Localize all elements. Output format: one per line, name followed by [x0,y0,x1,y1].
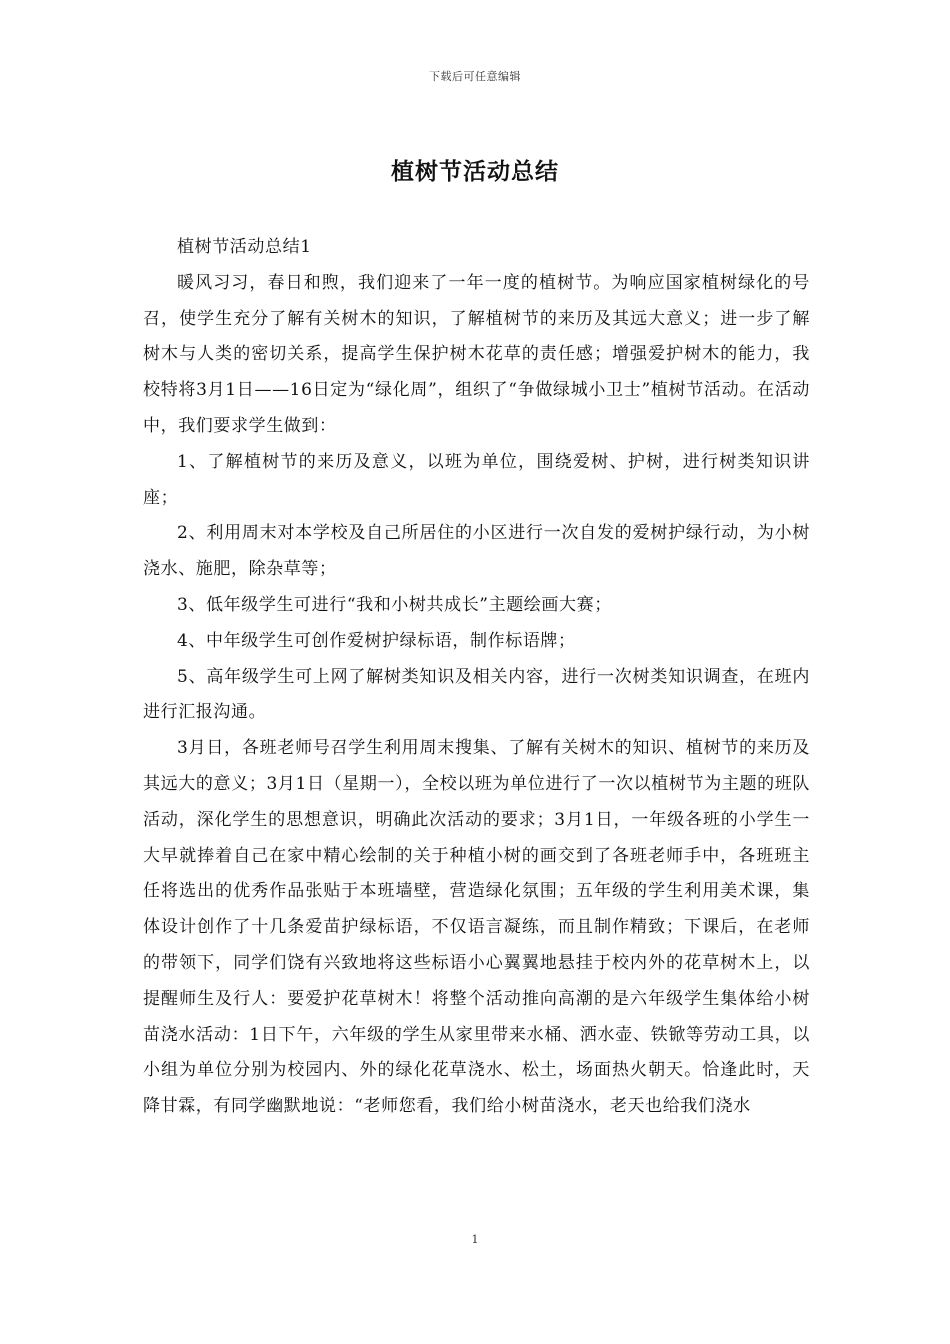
list-item: 3、低年级学生可进行“我和小树共成长”主题绘画大赛； [177,594,612,615]
document-body [143,230,810,1125]
paragraph: 暖风习习，春日和煦，我们迎来了一年一度的植树节。为响应国家植树绿化的号召，使学生充分了解有关树木的知识，了解植树节的来历及其远大意义；进一步了解树木与人类的密切关系，提高学生保护树木花草的责任感；增强爱护树木的能力，我校特将3月1日——16日定为“绿化周”，组织了“争做绿城小卫士”植树节活动。在活动中，我们要求学生做到： [143,272,810,436]
section-heading: 植树节活动总结1 [177,237,312,257]
header-note: 下载后可任意编辑 [429,70,521,83]
list-item: 5、高年级学生可上网了解树类知识及相关内容，进行一次树类知识调查，在班内进行汇报沟通。 [143,666,810,723]
list-item: 4、中年级学生可创作爱树护绿标语，制作标语牌； [177,630,576,651]
document-title: 植树节活动总结 [391,158,559,185]
list-item: 1、了解植树节的来历及意义，以班为单位，围绕爱树、护树，进行树类知识讲座； [143,451,810,508]
page-number: 1 [471,1233,479,1246]
list-item: 2、利用周末对本学校及自己所居住的小区进行一次自发的爱树护绿行动，为小树浇水、施肥，除杂草等； [143,523,810,580]
paragraph: 3月日，各班老师号召学生利用周末搜集、了解有关树木的知识、植树节的来历及其远大的意义；3月1日（星期一），全校以班为单位进行了一次以植树节为主题的班队活动，深化学生的思想意识，明确此次活动的要求；3月1日，一年级各班的小学生一大早就捧着自己在家中精心绘制的关于种植小树的画交到了各班老师手中，各班班主任将选出的优秀作品张贴于本班墙壁，营造绿化氛围；五年级的学生利用美术课，集体设计创作了十几条爱苗护绿标语，不仅语言凝练，而且制作精致；下课后，在老师的带领下，同学们饶有兴致地将这些标语小心翼翼地悬挂于校内外的花草树木上，以提醒师生及行人：要爱护花草树木！将整个活动推向高潮的是六年级学生集体给小树苗浇水活动：1日下午，六年级的学生从家里带来水桶、洒水壶、铁锨等劳动工具，以小组为单位分别为校园内、外的绿化花草浇水、松土，场面热火朝天。恰逢此时，天降甘霖，有同学幽默地说：“老师您看，我们给小树苗浇水，老天也给我们浇水 [143,738,810,1117]
